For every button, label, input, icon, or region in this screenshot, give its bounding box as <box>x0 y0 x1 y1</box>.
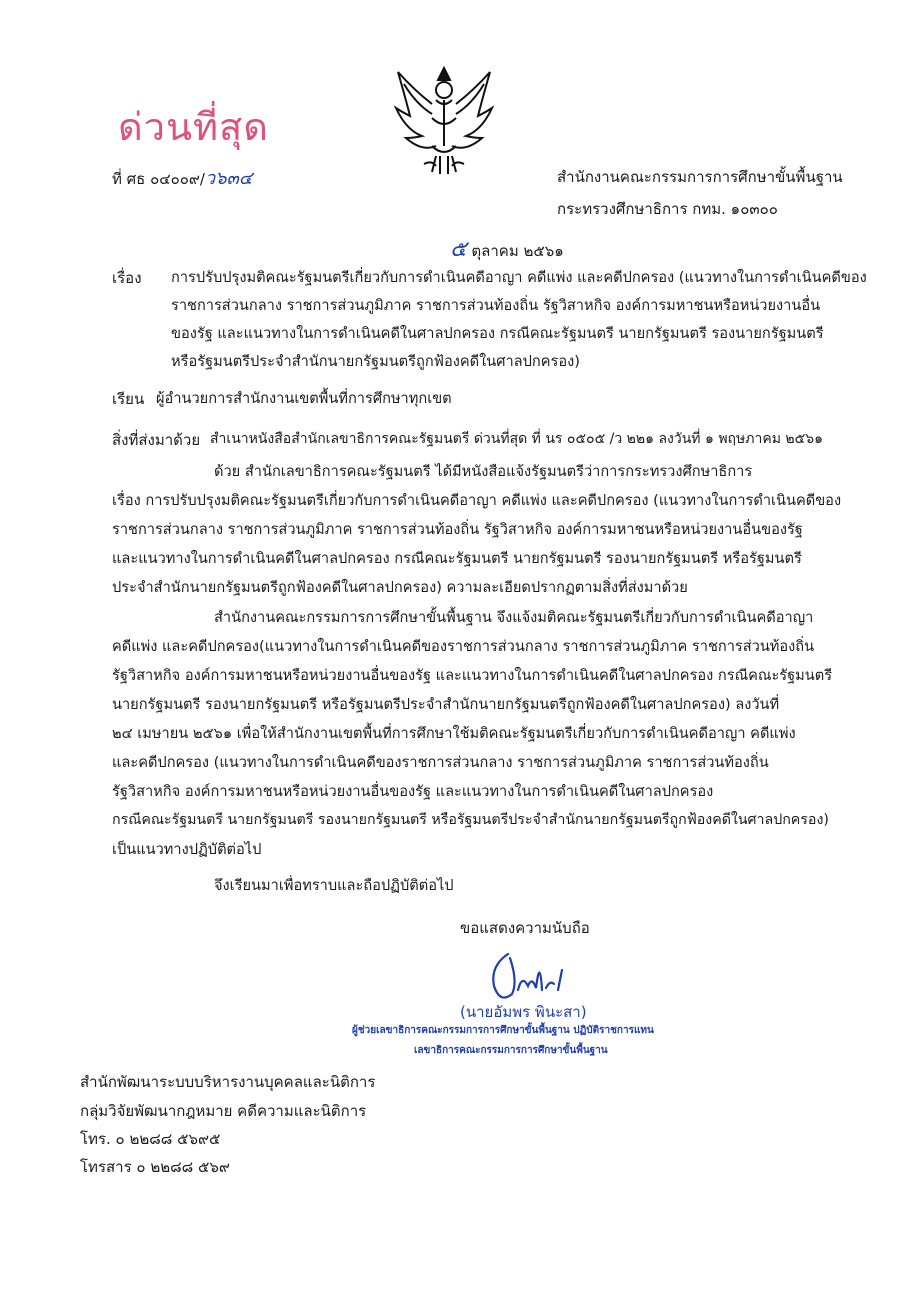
footer-fax: โทรสาร ๐ ๒๒๘๘ ๕๖๙ <box>80 1158 230 1176</box>
signatory-name: (นายอัมพร พินะสา) <box>460 1003 587 1021</box>
body-para1-line: เรื่อง การปรับปรุงมติคณะรัฐมนตรีเกี่ยวกับการดำเนินคดีอาญา คดีแพ่ง และคดีปกครอง (แนวทางในการดำเนินคดีของ <box>112 492 842 509</box>
body-para2-line: เป็นแนวทางปฏิบัติต่อไป <box>112 841 262 858</box>
enclosure-label: สิ่งที่ส่งมาด้วย <box>112 431 201 449</box>
body-para1-line: ราชการส่วนกลาง ราชการส่วนภูมิภาค ราชการส่วนท้องถิ่น รัฐวิสาหกิจ องค์การมหาชนหรือหน่วยงานอื่นของรัฐ <box>112 521 803 538</box>
subject-line: การปรับปรุงมติคณะรัฐมนตรีเกี่ยวกับการดำเนินคดีอาญา คดีแพ่ง และคดีปกครอง (แนวทางในการดำเนินคดีของ <box>171 269 867 286</box>
to-label: เรียน <box>112 390 145 408</box>
footer-group: กลุ่มวิจัยพัฒนากฎหมาย คดีความและนิติการ <box>80 1102 367 1120</box>
body-para2-line: รัฐวิสาหกิจ องค์การมหาชนหรือหน่วยงานอื่นของรัฐ และแนวทางในการดำเนินคดีในศาลปกครอง กรณีคณะรัฐมนตรี <box>112 667 833 684</box>
body-para1-line: ประจำสำนักนายกรัฐมนตรีถูกฟ้องคดีในศาลปกครอง) ความละเอียดปรากฏตามสิ่งที่ส่งมาด้วย <box>112 579 688 596</box>
document-date <box>450 231 564 266</box>
date-day-handwritten: ๕ <box>450 237 467 262</box>
date-month-year: ตุลาคม ๒๕๖๑ <box>466 242 564 260</box>
org-name: สำนักงานคณะกรรมการการศึกษาขั้นพื้นฐาน <box>557 168 843 186</box>
body-para2-line: กรณีคณะรัฐมนตรี นายกรัฐมนตรี รองนายกรัฐมนตรี หรือรัฐมนตรีประจำสำนักนายกรัฐมนตรีถูกฟ้องคดีในศาลปกครอง) <box>112 812 829 828</box>
document-number-handwritten: ว๖๓๔ <box>204 168 253 189</box>
subject-label: เรื่อง <box>112 269 142 287</box>
subject-line: หรือรัฐมนตรีประจำสำนักนายกรัฐมนตรีถูกฟ้องคดีในศาลปกครอง) <box>171 353 580 370</box>
signatory-position-2: เลขาธิการคณะกรรมการการศึกษาขั้นพื้นฐาน <box>414 1045 608 1056</box>
document-number <box>112 163 252 192</box>
handwritten-signature-icon <box>486 946 578 1008</box>
signatory-position: ผู้ช่วยเลขาธิการคณะกรรมการการศึกษาขั้นพื้นฐาน ปฏิบัติราชการแทน <box>352 1025 654 1036</box>
garuda-emblem-icon <box>392 60 496 182</box>
body-para2-line: ๒๔ เมษายน ๒๕๖๑ เพื่อให้สำนักงานเขตพื้นที่การศึกษาใช้มติคณะรัฐมนตรีเกี่ยวกับการดำเนินคดีอาญา คดีแพ่ง <box>112 725 796 742</box>
closing-text: จึงเรียนมาเพื่อทราบและถือปฏิบัติต่อไป <box>214 877 454 894</box>
body-para2-line: คดีแพ่ง และคดีปกครอง(แนวทางในการดำเนินคดีของราชการส่วนกลาง ราชการส่วนภูมิภาค ราชการส่วนท้องถิ่น <box>112 638 815 655</box>
urgency-stamp: ด่วนที่สุด <box>118 105 269 149</box>
body-para2-line: และคดีปกครอง (แนวทางในการดำเนินคดีของราชการส่วนกลาง ราชการส่วนภูมิภาค ราชการส่วนท้องถิ่น <box>112 754 769 771</box>
body-para2-line: รัฐวิสาหกิจ องค์การมหาชนหรือหน่วยงานอื่นของรัฐ และแนวทางในการดำเนินคดีในศาลปกครอง <box>112 783 714 800</box>
body-para1-line: และแนวทางในการดำเนินคดีในศาลปกครอง กรณีคณะรัฐมนตรี นายกรัฐมนตรี รองนายกรัฐมนตรี หรือรัฐมนตรี <box>112 550 802 567</box>
body-para2-line: นายกรัฐมนตรี รองนายกรัฐมนตรี หรือรัฐมนตรีประจำสำนักนายกรัฐมนตรีถูกฟ้องคดีในศาลปกครอง) ลงวันที่ <box>112 696 780 713</box>
salutation: ขอแสดงความนับถือ <box>460 919 590 937</box>
subject-line: ของรัฐ และแนวทางในการดำเนินคดีในศาลปกครอง กรณีคณะรัฐมนตรี นายกรัฐมนตรี รองนายกรัฐมนตรี <box>171 325 824 342</box>
enclosure-text: สำเนาหนังสือสำนักเลขาธิการคณะรัฐมนตรี ด่วนที่สุด ที่ นร ๐๕๐๕ /ว ๒๒๑ ลงวันที่ ๑ พฤษภาคม ๒๕๖๑ <box>210 431 823 447</box>
org-address: กระทรวงศึกษาธิการ กทม. ๑๐๓๐๐ <box>557 200 778 218</box>
footer-office: สำนักพัฒนาระบบบริหารงานบุคคลและนิติการ <box>80 1073 376 1091</box>
body-para1-line: ด้วย สำนักเลขาธิการคณะรัฐมนตรี ได้มีหนังสือแจ้งรัฐมนตรีว่าการกระทรวงศึกษาธิการ <box>214 463 753 480</box>
body-para2-line: สำนักงานคณะกรรมการการศึกษาขั้นพื้นฐาน จึงแจ้งมติคณะรัฐมนตรีเกี่ยวกับการดำเนินคดีอาญา <box>214 609 814 626</box>
document-number-prefix: ที่ ศธ ๐๔๐๐๙/ <box>112 170 205 188</box>
subject-line: ราชการส่วนกลาง ราชการส่วนภูมิภาค ราชการส่วนท้องถิ่น รัฐวิสาหกิจ องค์การมหาชนหรือหน่วยงานอื่น <box>171 297 821 314</box>
to-text: ผู้อำนวยการสำนักงานเขตพื้นที่การศึกษาทุกเขต <box>156 390 452 407</box>
footer-tel: โทร. ๐ ๒๒๘๘ ๕๖๙๕ <box>80 1130 221 1148</box>
